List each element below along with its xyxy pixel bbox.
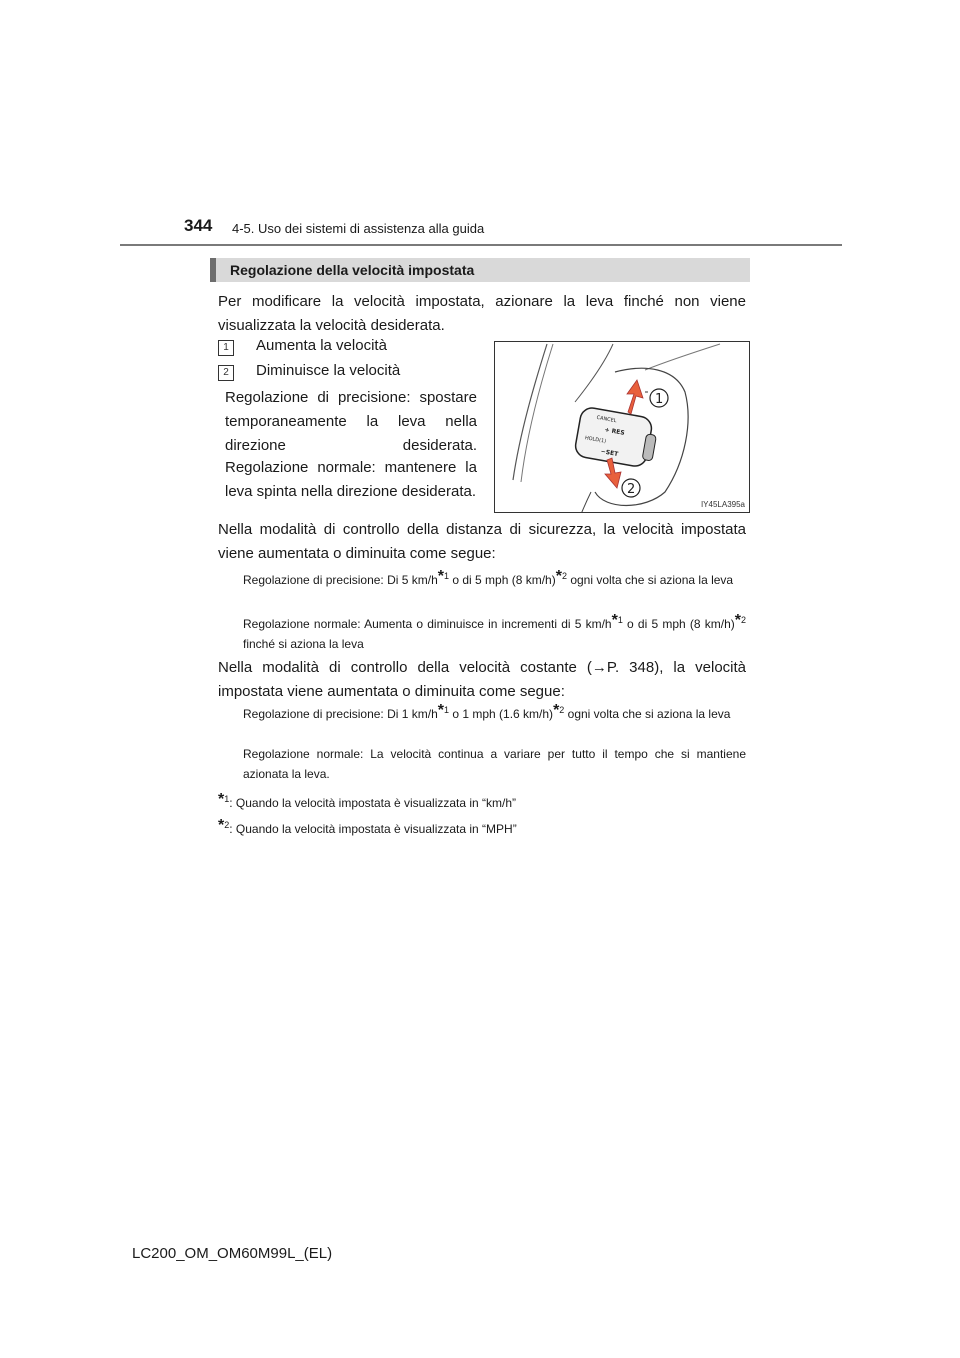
list-item-label: Aumenta la velocità — [256, 337, 387, 354]
normal-adjustment-text: Regolazione normale: mantenere la leva spinta nella direzione desiderata. — [225, 459, 477, 500]
distance-normal-note: Regolazione normale: Aumenta o diminuisce in incrementi di 5 km/h*$^1$ o di 5 mph (8 km/h)*$^2$ finché si aziona la leva — [243, 612, 746, 651]
constant-normal-note: Regolazione normale: La velocità continua a variare per tutto il tempo che si mantiene azionata la leva. — [243, 747, 746, 781]
chapter-title: 4-5. Uso dei sistemi di assistenza alla guida — [232, 221, 485, 236]
distance-precision-note: Regolazione di precisione: Di 5 km/h*$^1$ o di 5 mph (8 km/h)*$^2$ ogni volta che si aziona la leva — [243, 568, 734, 587]
callout-1-label: 1 — [655, 392, 664, 407]
distance-mode-intro: Nella modalità di controllo della distanza di sicurezza, la velocità impostata viene aumentata o diminuita come segue: — [218, 521, 746, 562]
number-badge-1: 1 — [218, 340, 234, 356]
section-heading-bar — [210, 258, 750, 282]
header-divider — [120, 244, 842, 246]
lever-illustration — [494, 341, 750, 513]
section-title: Regolazione della velocità impostata — [230, 262, 475, 278]
number-badge-2: 2 — [218, 365, 234, 381]
steering-lever-drawing — [495, 342, 749, 512]
constant-precision-note: Regolazione di precisione: Di 1 km/h*$^1$ o 1 mph (1.6 km/h)*$^2$ ogni volta che si aziona la leva — [243, 702, 731, 721]
document-code: LC200_OM_OM60M99L_(EL) — [132, 1245, 333, 1262]
intro-paragraph: Per modificare la velocità impostata, azionare la leva finché non viene visualizzata la velocità desiderata. — [218, 293, 746, 334]
cruise-lever-icon — [574, 406, 659, 469]
list-item-label: Diminuisce la velocità — [256, 362, 401, 379]
page-number: 344 — [184, 216, 213, 235]
svg-text:HOLD(1): HOLD(1) — [584, 435, 607, 445]
constant-mode-intro: Nella modalità di controllo della velocità costante (→P. 348), la velocità impostata viene aumentata o diminuita come segue: — [218, 659, 746, 700]
up-arrow-icon — [627, 380, 643, 414]
svg-text:CANCEL: CANCEL — [596, 414, 617, 425]
precision-adjustment-text: Regolazione di precisione: spostare temporaneamente la leva nella direzione desiderata. — [225, 389, 477, 454]
svg-text:+ RES: + RES — [604, 426, 626, 437]
svg-text:−SET: −SET — [600, 448, 619, 459]
footnote-2: *$^2$: Quando la velocità impostata è visualizzata in “MPH” — [218, 817, 517, 836]
footnote-1: *$^1$: Quando la velocità impostata è visualizzata in “km/h” — [218, 791, 517, 810]
figure-code: IY45LA395a — [700, 500, 745, 509]
callout-2-label: 2 — [627, 482, 636, 497]
